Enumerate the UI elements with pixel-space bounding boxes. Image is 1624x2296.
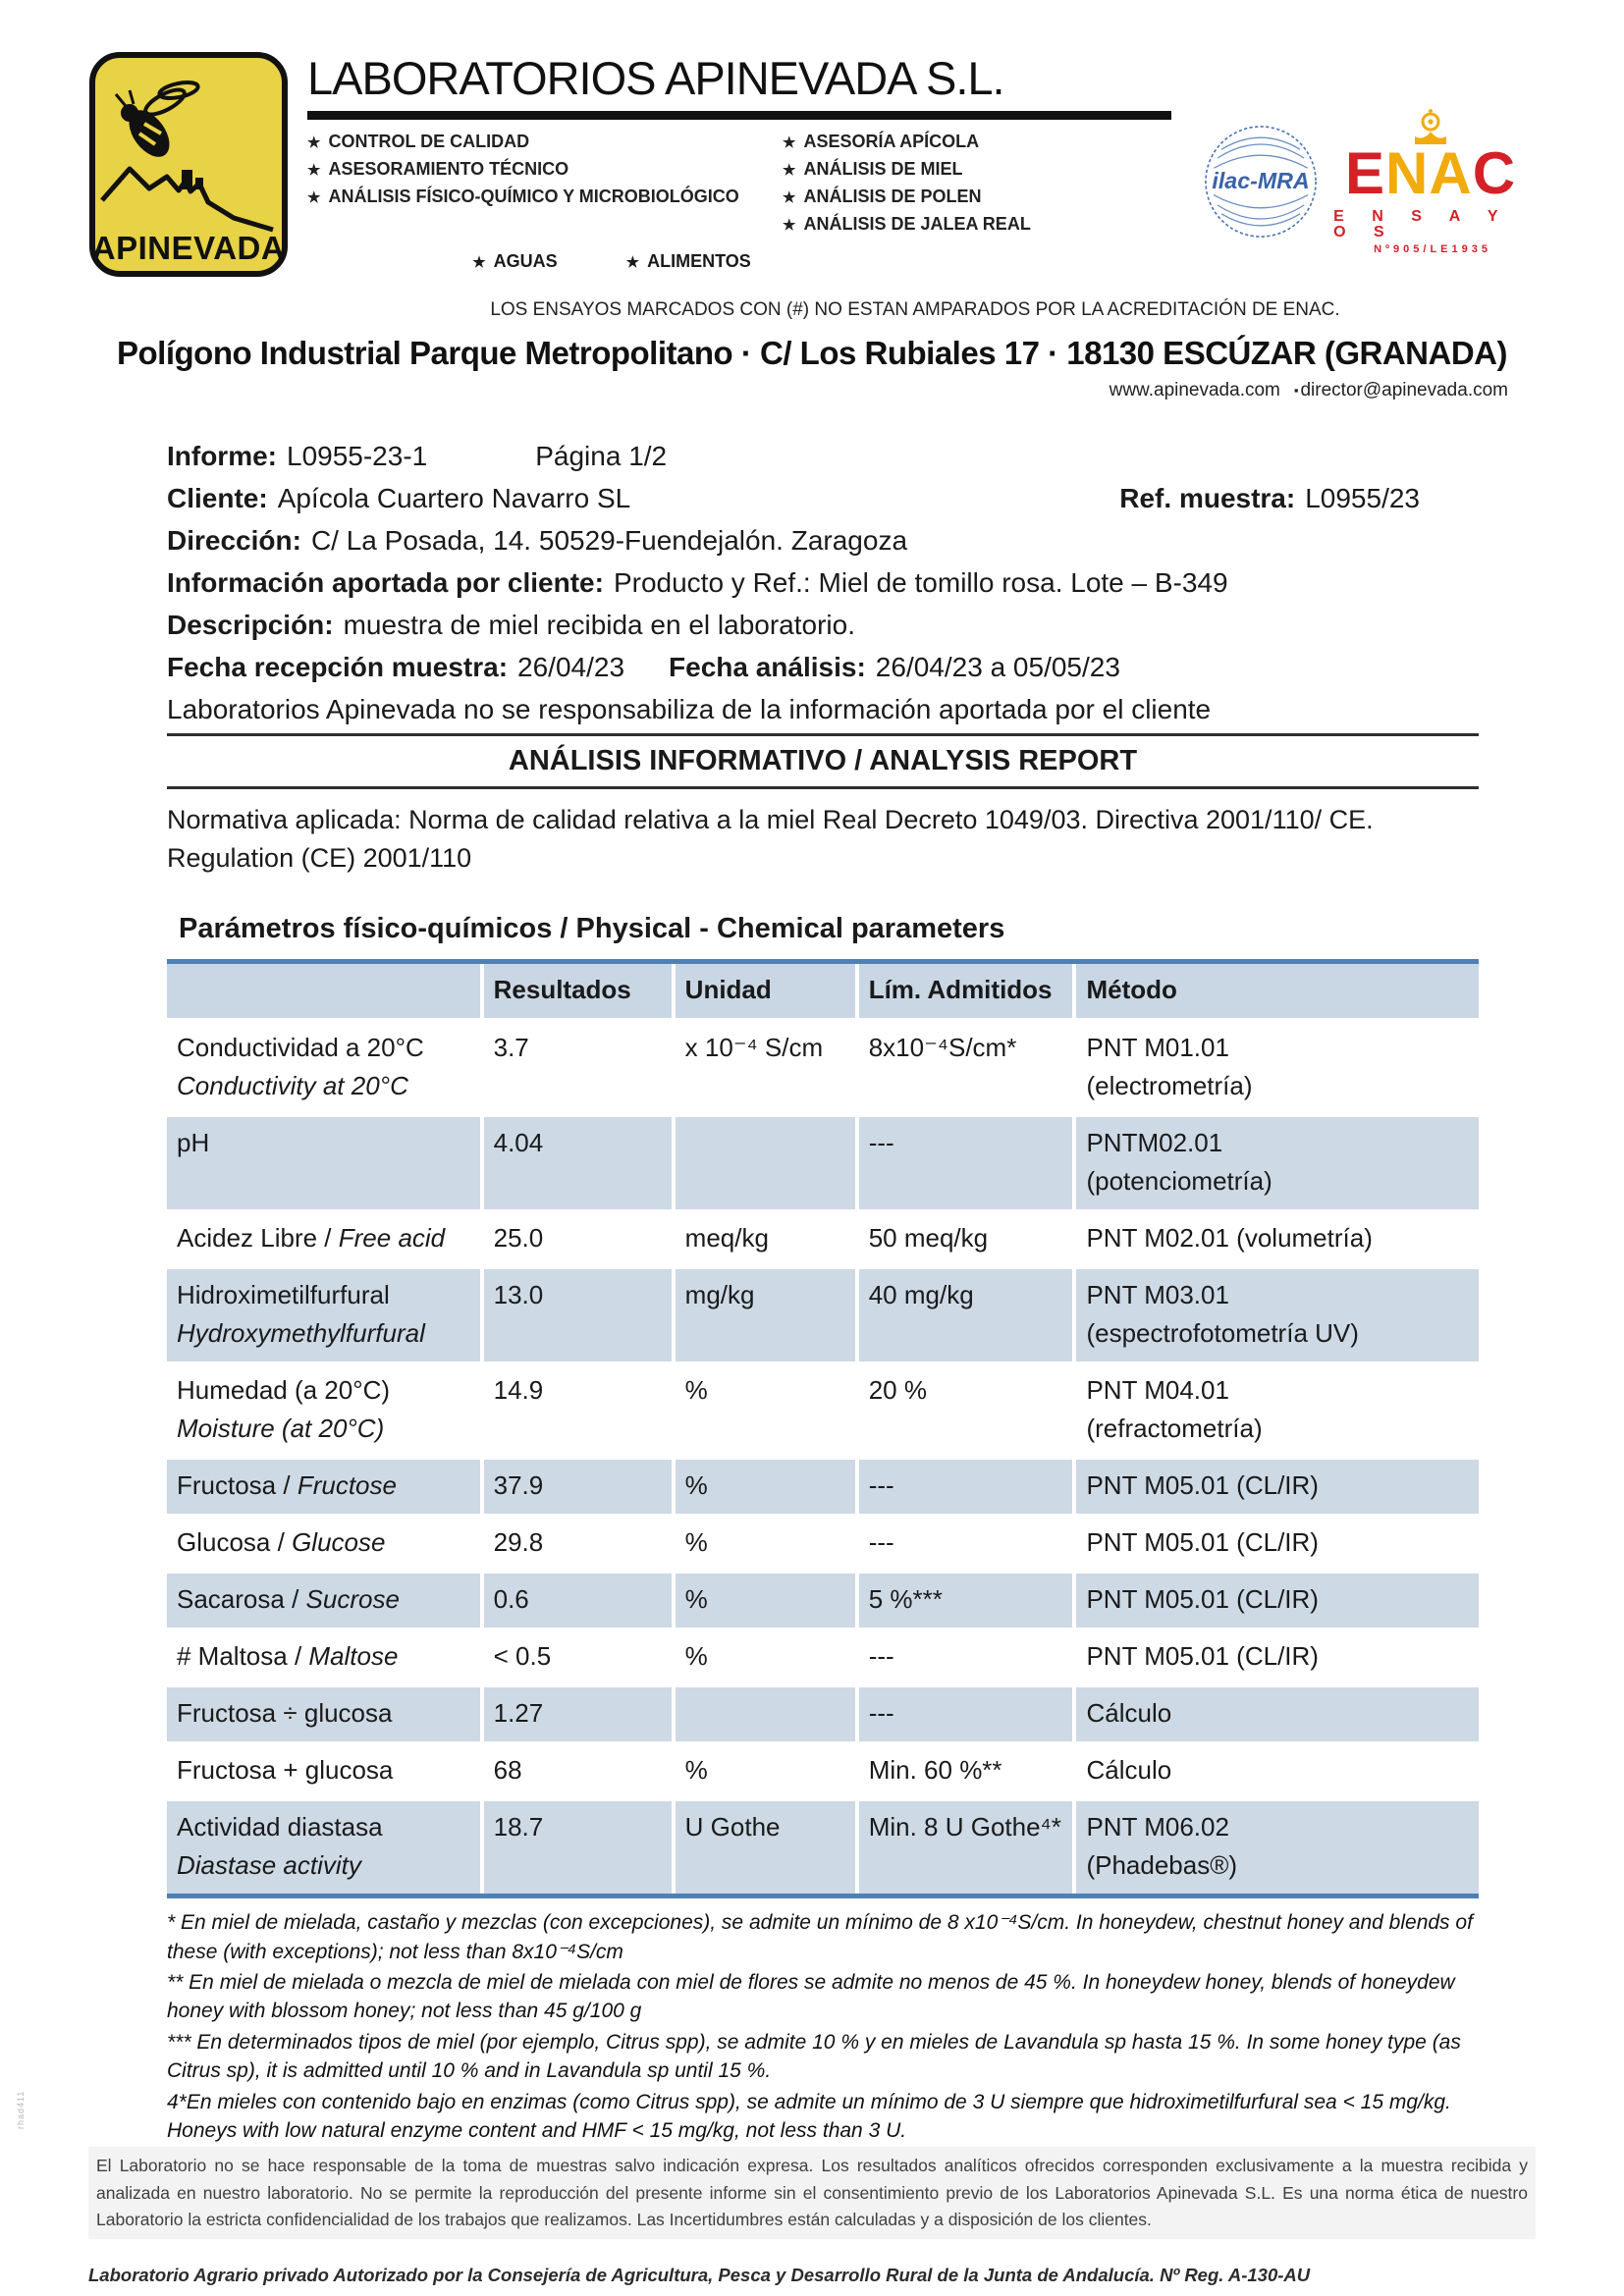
informe-value: L0955-23-1 (287, 441, 428, 471)
physical-chemical-parameters-table (167, 959, 1479, 1898)
service-item: ★ ALIMENTOS (625, 251, 751, 271)
descripcion-value: muestra de miel recibida en el laboratorio. (343, 610, 855, 640)
service-item: ★ ASESORÍA APÍCOLA (783, 132, 980, 151)
parameters-section-title: Parámetros físico-químicos / Physical - Chemical parameters (179, 913, 1005, 945)
enac-accreditation-number: Nº905/LE1935 (1374, 242, 1491, 255)
star-icon: ★ (307, 189, 321, 206)
col-resultados: Resultados (482, 962, 674, 1021)
fecha-recepcion-value: 26/04/23 (517, 652, 625, 682)
footnote-3: *** En determinados tipos de miel (por ejemplo, Citrus spp), se admite 10 % y en mieles de Lavandula sp hasta 15 %. In some honey type (as Citrus sp), it is admitted until 10 % and in Lavandula sp until 15 %. (167, 2030, 1461, 2083)
table-row: Fructosa / Fructose 37.9 % --- PNT M05.01 (CL/IR) (167, 1459, 1479, 1516)
direccion-value: C/ La Posada, 14. 50529-Fuendejalón. Zaragoza (310, 525, 908, 556)
accreditation-logos (1202, 108, 1536, 255)
enac-wordmark: ENAC (1345, 139, 1517, 206)
cliente-label: Cliente: (167, 483, 268, 513)
ilac-mra-label: ilac-MRA (1212, 168, 1310, 194)
table-row: Sacarosa / Sucrose 0.6 % 5 %*** PNT M05.01 (CL/IR) (167, 1573, 1479, 1629)
header (88, 51, 1536, 284)
normativa-line-1: Normativa aplicada: Norma de calidad relativa a la miel Real Decreto 1049/03. Directiva 2001/110/ CE. (167, 805, 1374, 834)
normativa-line-2: Regulation (CE) 2001/110 (167, 843, 472, 874)
apinevada-logo (88, 51, 290, 284)
client-provided-info-line (167, 569, 1479, 597)
table-row: Conductividad a 20°C Conductivity at 20°C 3.7 x 10⁻⁴ S/cm 8x10⁻⁴S/cm* PNT M01.01 (electrometría) (167, 1020, 1479, 1116)
fecha-recepcion-label: Fecha recepción muestra: (167, 652, 509, 682)
cliente-value: Apícola Cuartero Navarro SL (277, 483, 631, 513)
website-url: www.apinevada.com (1109, 380, 1280, 400)
table-row: Fructosa ÷ glucosa 1.27 --- Cálculo (167, 1686, 1479, 1743)
table-row: Hidroximetilfurfural Hydroxymethylfurfural 13.0 mg/kg 40 mg/kg PNT M03.01 (espectrofotometría UV) (167, 1268, 1479, 1363)
descripcion-label: Descripción: (167, 610, 334, 640)
client-line (167, 485, 1479, 512)
star-icon: ★ (783, 162, 796, 179)
table-row: Acidez Libre / Free acid 25.0 meq/kg 50 meq/kg PNT M02.01 (volumetría) (167, 1211, 1479, 1268)
page-footer (88, 2147, 1536, 2285)
description-line (167, 612, 1479, 639)
web-contact-line (88, 380, 1536, 401)
service-item: ★ ANÁLISIS DE JALEA REAL (783, 214, 1031, 234)
star-icon: ★ (783, 189, 796, 206)
applied-standard (167, 801, 1479, 878)
footer-authorization: Laboratorio Agrario privado Autorizado por la Consejería de Agricultura, Pesca y Desarrollo Rural de la Junta de Andalucía. Nº Reg. A-130-AU (88, 2264, 1311, 2285)
bullet-icon: ▪ (1293, 383, 1299, 398)
service-item: ★ AGUAS (472, 251, 558, 271)
email-address: director@apinevada.com (1300, 380, 1508, 400)
ref-value: L0955/23 (1305, 483, 1420, 513)
service-item: ★ CONTROL DE CALIDAD (307, 132, 530, 151)
service-item: ★ ANÁLISIS FÍSICO-QUÍMICO Y MICROBIOLÓGICO (307, 187, 739, 206)
table-row: Actividad diastasa Diastase activity 18.7 U Gothe Min. 8 U Gothe⁴* PNT M06.02 (Phadebas®) (167, 1800, 1479, 1896)
col-parameter (167, 962, 482, 1021)
service-item: ★ ASESORAMIENTO TÉCNICO (307, 159, 569, 179)
footer-disclaimer: El Laboratorio no se hace responsable de la toma de muestras salvo indicación expresa. Los resultados analíticos ofrecidos corresponden exclusivamente a la muestra recibida y analizada en nuestro laboratorio. No se permite la reproducción del presente informe sin el consentimiento previo de los Laboratorios Apinevada S.L. Es una norma ética de nuestro Laboratorio la estricta confidencialidad de los trabajos que realizamos. Las Incertidumbres están calculadas y a disposición de los clientes. (88, 2147, 1536, 2238)
lab-address: Polígono Industrial Parque Metropolitano · C/ Los Rubiales 17 · 18130 ESCÚZAR (GRANADA) (117, 335, 1507, 371)
footnote-2: ** En miel de mielada o mezcla de miel de mielada con miel de flores se admite no menos de 45 %. In honeydew honey, blends of honeydew honey with blossom honey; not less than 45 g/100 g (167, 1971, 1455, 2023)
star-icon: ★ (472, 254, 486, 271)
info-disclaimer: Laboratorios Apinevada no se responsabiliza de la información aportada por el cliente (167, 694, 1212, 724)
fecha-analisis-label: Fecha análisis: (669, 652, 866, 682)
page-number: Página 1/2 (535, 441, 668, 471)
footnote-4: 4*En mieles con contenido bajo en enzimas (como Citrus spp), se admite un mínimo de 3 U siempre que hidroximetilfurfural sea < 15 mg/kg. Honeys with low natural enzyme content and HMF < 15 mg/kg, not less than 3 U. (167, 2090, 1451, 2143)
table-row: pH 4.04 --- PNTM02.01 (potenciometría) (167, 1116, 1479, 1211)
title-underline-bar (307, 111, 1171, 120)
col-lim-admitidos: Lím. Admitidos (857, 962, 1075, 1021)
service-item: ★ ANÁLISIS DE POLEN (783, 187, 982, 206)
col-metodo: Método (1074, 962, 1479, 1021)
enac-ensayos-label: E N S A Y O S (1333, 207, 1510, 240)
bee-mountain-logo-icon (88, 51, 290, 279)
aportada-value: Producto y Ref.: Miel de tomillo rosa. Lote – B-349 (613, 567, 1228, 598)
address-line-client (167, 527, 1479, 555)
fecha-analisis-value: 26/04/23 a 05/05/23 (875, 652, 1120, 682)
ilac-mra-logo-icon (1202, 108, 1320, 255)
footnote-1: * En miel de mielada, castaño y mezclas (con excepciones), se admite un mínimo de 8 x10⁻⁴S/cm. In honeydew, chestnut honey and blends of these (with exceptions); not less than 8x10⁻⁴S/cm (167, 1911, 1473, 1963)
star-icon: ★ (783, 217, 796, 234)
footnotes-block (167, 1908, 1479, 2145)
star-icon: ★ (307, 134, 321, 151)
star-icon: ★ (625, 254, 640, 271)
direccion-label: Dirección: (167, 525, 301, 556)
services-bottom (307, 251, 916, 272)
enac-logo (1326, 109, 1536, 255)
header-center (290, 51, 1202, 272)
service-item: ★ ANÁLISIS DE MIEL (783, 159, 963, 179)
dates-line (167, 654, 1479, 681)
sample-info-block (167, 443, 1479, 723)
side-print-mark: rhad411 (16, 2090, 26, 2129)
table-row: Fructosa + glucosa 68 % Min. 60 %** Cálculo (167, 1743, 1479, 1800)
informe-label: Informe: (167, 441, 277, 471)
sample-ref-group (1119, 485, 1479, 512)
star-icon: ★ (307, 162, 321, 179)
enac-coverage-note: LOS ENSAYOS MARCADOS CON (#) NO ESTAN AMPARADOS POR LA ACREDITACIÓN DE ENAC. (490, 299, 1340, 320)
logo-wordmark: APINEVADA (91, 230, 286, 266)
services-list (307, 132, 1171, 241)
divider-line (167, 786, 1479, 789)
col-unidad: Unidad (674, 962, 857, 1021)
table-row: # Maltosa / Maltose < 0.5 % --- PNT M05.01 (CL/IR) (167, 1629, 1479, 1686)
company-title: LABORATORIOS APINEVADA S.L. (307, 52, 1004, 104)
table-header-row (167, 962, 1479, 1021)
document-body (167, 401, 1479, 2147)
aportada-label: Información aportada por cliente: (167, 567, 604, 598)
table-row: Humedad (a 20°C) Moisture (at 20°C) 14.9 % 20 % PNT M04.01 (refractometría) (167, 1363, 1479, 1459)
star-icon: ★ (783, 134, 796, 151)
ref-label: Ref. muestra: (1119, 483, 1296, 513)
report-title: ANÁLISIS INFORMATIVO / ANALYSIS REPORT (508, 745, 1138, 776)
report-number-line (167, 443, 1479, 470)
table-row: Glucosa / Glucose 29.8 % --- PNT M05.01 (CL/IR) (167, 1516, 1479, 1573)
fecha-analisis-group (669, 654, 1120, 681)
tower-shape (182, 170, 192, 189)
